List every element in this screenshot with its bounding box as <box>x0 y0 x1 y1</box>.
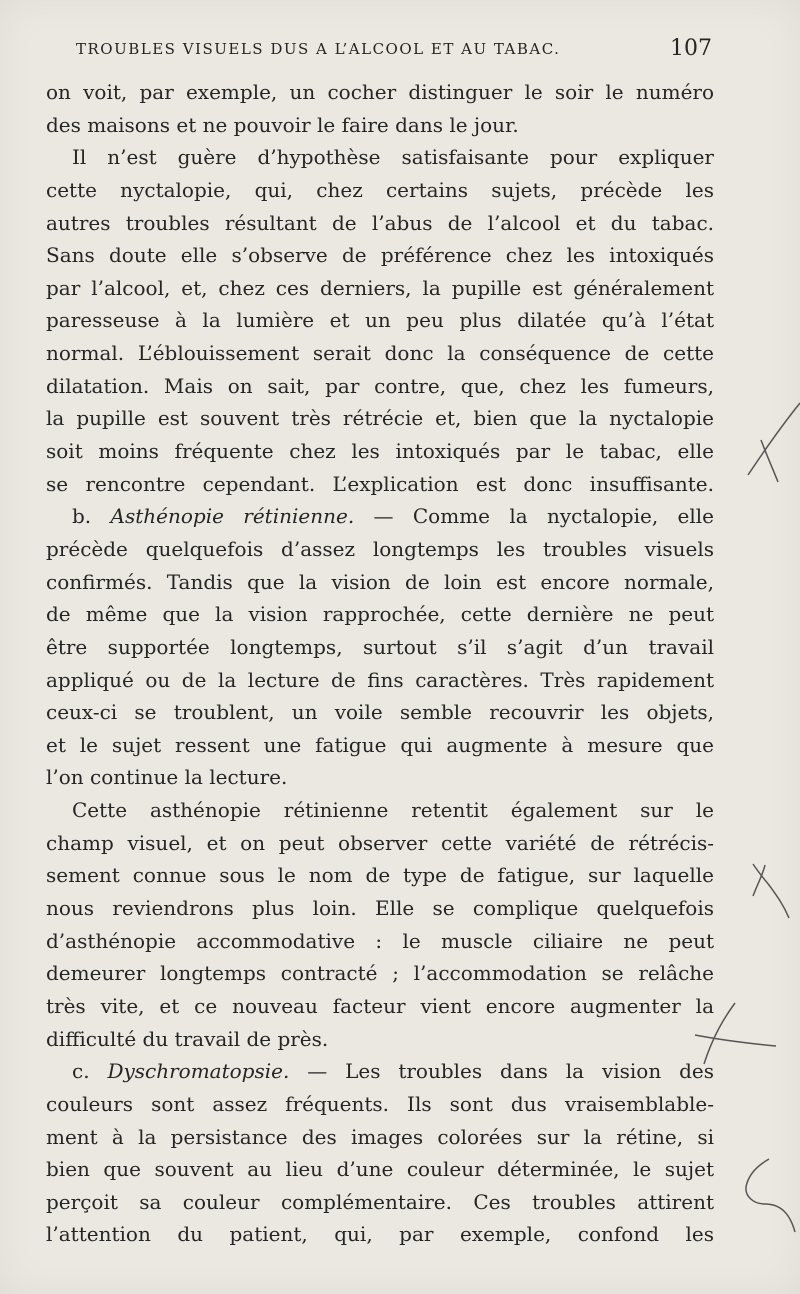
line-prefix: c. <box>72 1059 108 1084</box>
text-line: autres troubles résultant de l’abus de l’alcool et du tabac. <box>46 210 714 235</box>
body-text <box>46 76 714 1251</box>
text-line: de même que la vision rapprochée, cette dernière ne peut <box>46 602 714 627</box>
text-line <box>46 500 714 533</box>
text-line: d’asthénopie accommodative : le muscle ciliaire ne peut <box>46 928 714 953</box>
text-line: l’on continue la lecture. <box>46 765 288 790</box>
text-line: et le sujet ressent une fatigue qui augmente à mesure que <box>46 732 714 757</box>
page-number: 107 <box>670 36 712 61</box>
text-line: précède quelquefois d’assez longtemps les troubles visuels <box>46 536 714 561</box>
text-line: ment à la persistance des images colorées sur la rétine, si <box>46 1124 714 1149</box>
text-line: normal. L’éblouissement serait donc la conséquence de cette <box>46 341 714 366</box>
text-line: Cette asthénopie rétinienne retentit également sur le <box>72 798 714 823</box>
text-line: appliqué ou de la lecture de fins caractères. Très rapidement <box>46 667 714 692</box>
pencil-cross-mark <box>748 403 800 475</box>
text-line: Sans doute elle s’observe de préférence chez les intoxiqués <box>46 243 714 268</box>
text-line: l’attention du patient, qui, par exemple, confond les <box>46 1222 714 1247</box>
text-line: confirmés. Tandis que la vision de loin est encore normale, <box>46 569 714 594</box>
text-line: paresseuse à la lumière et un peu plus dilatée qu’à l’état <box>46 308 714 333</box>
text-line: Il n’est guère d’hypothèse satisfaisante pour expliquer <box>72 145 714 170</box>
running-header <box>46 34 712 68</box>
text-line: sement connue sous le nom de type de fatigue, sur laquelle <box>46 863 714 888</box>
pencil-cross-mark <box>753 864 789 918</box>
text-line: difficulté du travail de près. <box>46 1026 329 1051</box>
line-suffix: — Comme la nyctalopie, elle <box>354 504 714 529</box>
text-line: des maisons et ne pouvoir le faire dans le jour. <box>46 112 519 137</box>
text-line: bien que souvent au lieu d’une couleur déterminée, le sujet <box>46 1157 714 1182</box>
text-line: champ visuel, et on peut observer cette variété de rétrécis- <box>46 830 714 855</box>
text-line: nous reviendrons plus loin. Elle se complique quelquefois <box>46 896 714 921</box>
running-title: TROUBLES VISUELS DUS A L’ALCOOL ET AU TABAC. <box>76 40 561 58</box>
text-line: perçoit sa couleur complémentaire. Ces troubles attirent <box>46 1189 714 1214</box>
text-line: soit moins fréquente chez les intoxiqués par le tabac, elle <box>46 439 714 464</box>
pencil-curved-mark <box>746 1159 795 1232</box>
section-heading: Dyschromatopsie. <box>107 1059 290 1084</box>
text-line <box>46 1055 714 1088</box>
text-line: dilatation. Mais on sait, par contre, que, chez les fumeurs, <box>46 373 714 398</box>
text-line: cette nyctalopie, qui, chez certains sujets, précède les <box>46 177 714 202</box>
text-line: la pupille est souvent très rétrécie et, bien que la nyctalopie <box>46 406 714 431</box>
pencil-cross-mark <box>761 440 778 482</box>
text-line: on voit, par exemple, un cocher distinguer le soir le numéro <box>46 80 714 104</box>
text-line: demeurer longtemps contracté ; l’accommodation se relâche <box>46 961 714 986</box>
text-line: se rencontre cependant. L’explication est donc insuffisante. <box>46 471 714 496</box>
section-heading: Asthénopie rétinienne. <box>110 504 355 529</box>
text-line: ceux-ci se troublent, un voile semble recouvrir les objets, <box>46 700 714 725</box>
line-prefix: b. <box>72 504 111 529</box>
text-line: très vite, et ce nouveau facteur vient encore augmenter la <box>46 993 714 1018</box>
line-suffix: — Les troubles dans la vision des <box>289 1059 714 1084</box>
text-line: couleurs sont assez fréquents. Ils sont dus vraisemblable- <box>46 1091 714 1116</box>
text-line: par l’alcool, et, chez ces derniers, la pupille est généralement <box>46 275 714 300</box>
text-line: être supportée longtemps, surtout s’il s’agit d’un travail <box>46 634 714 659</box>
pencil-cross-mark <box>753 865 765 896</box>
